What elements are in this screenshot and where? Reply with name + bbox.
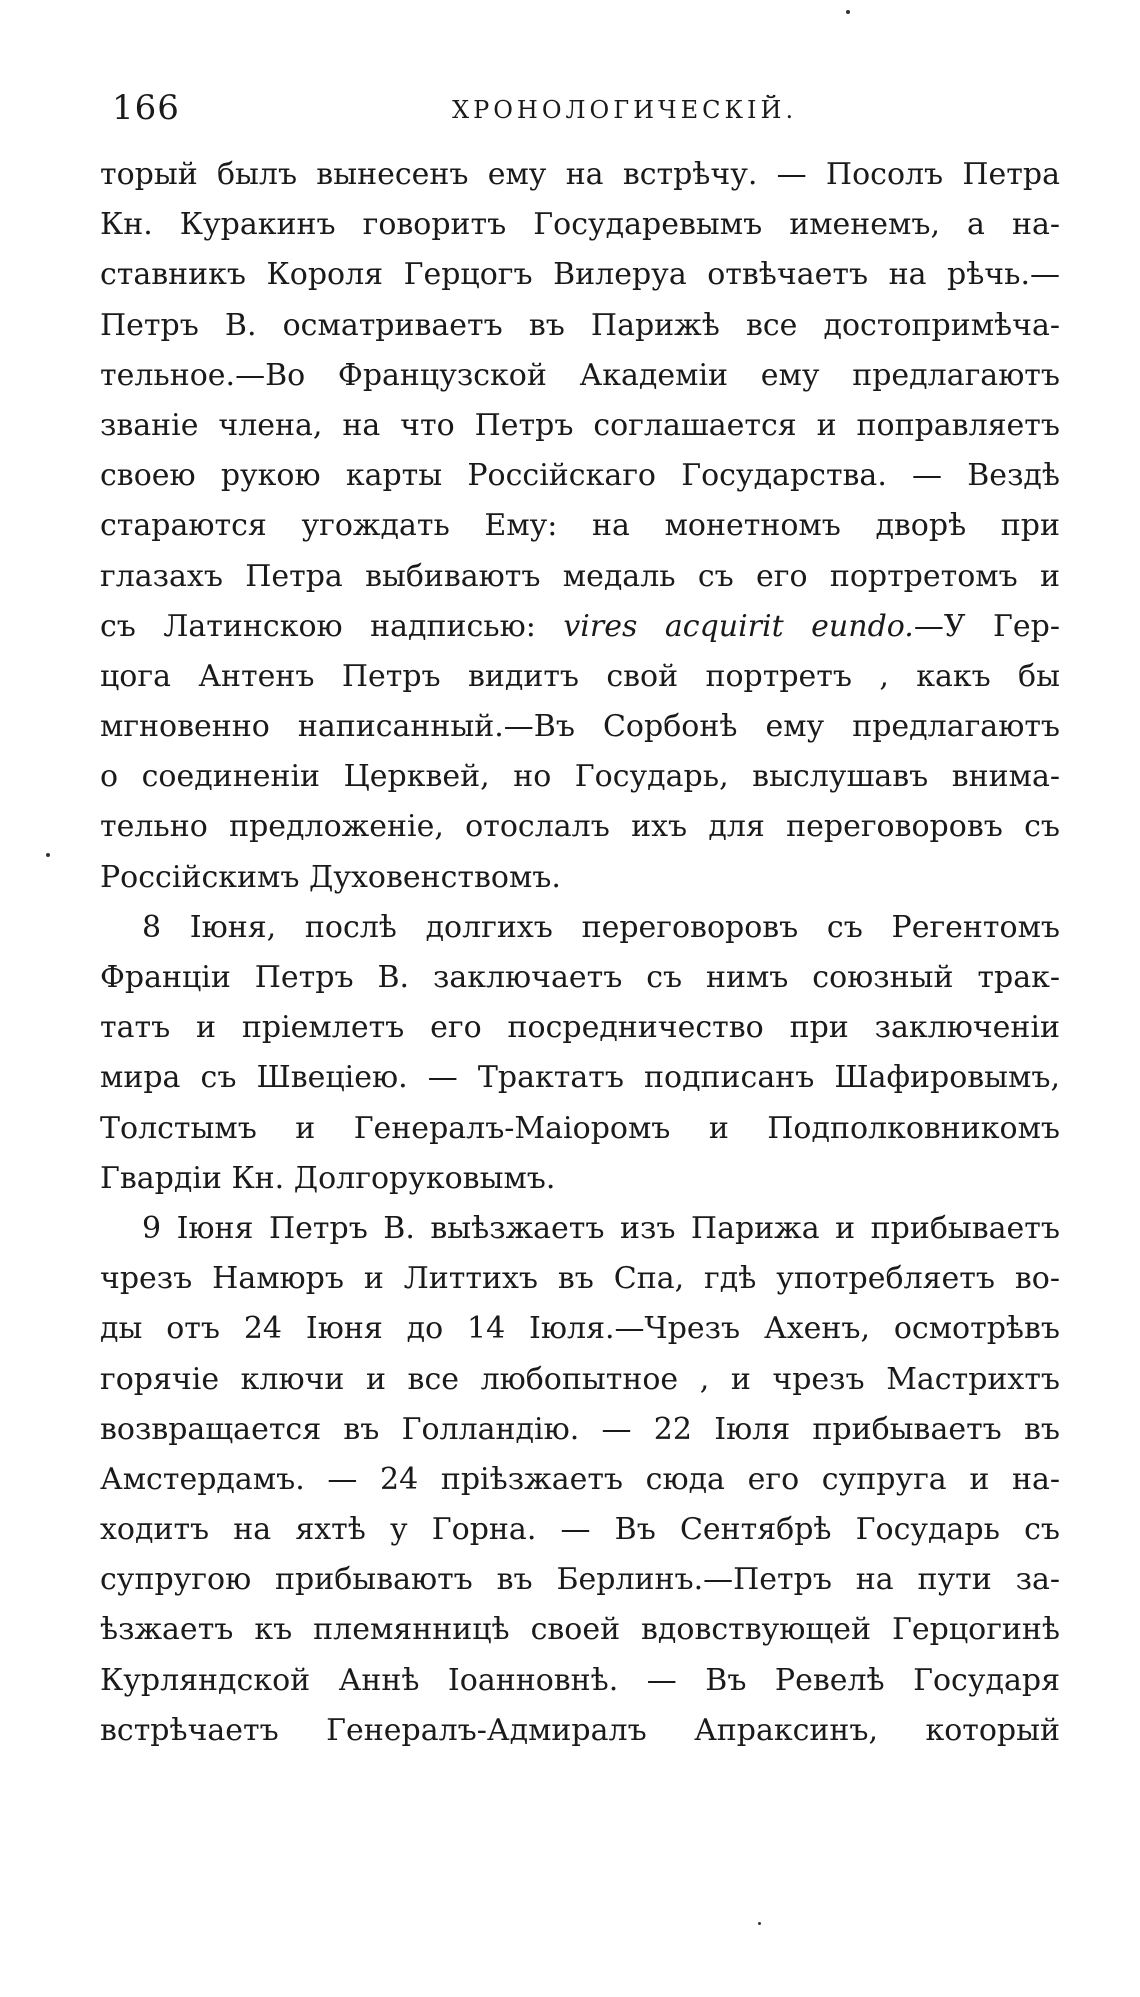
text-line: 8 Іюня, послѣ долгихъ переговоровъ съ Регентомъ xyxy=(142,909,1060,945)
text-line: Кн. Куракинъ говоритъ Государевымъ именемъ, а на- xyxy=(100,207,1060,243)
text-line: о соединеніи Церквей, но Государь, выслушавъ внима- xyxy=(100,759,1060,795)
text-line: мира съ Швеціею. — Трактатъ подписанъ Шафировымъ, xyxy=(100,1060,1060,1096)
text-line: своею рукою карты Россійскаго Государства. — Вездѣ xyxy=(100,458,1060,494)
text-line: Петръ В. осматриваетъ въ Парижѣ все достопримѣча- xyxy=(100,307,1060,343)
text-line: татъ и пріемлетъ его посредничество при заключеніи xyxy=(100,1010,1060,1046)
text-line: ходитъ на яхтѣ у Горна. — Въ Сентябрѣ Государь съ xyxy=(100,1512,1060,1548)
text-line: возвращается въ Голландію. — 22 Іюля прибываетъ въ xyxy=(100,1411,1060,1447)
text-line: встрѣчаетъ Генералъ-Адмиралъ Апраксинъ, который xyxy=(100,1712,1060,1748)
text-line: чрезъ Намюръ и Литтихъ въ Спа, гдѣ употребляетъ во- xyxy=(100,1261,1060,1297)
text-line: торый былъ вынесенъ ему на встрѣчу. — Посолъ Петра xyxy=(100,157,1060,192)
body-text xyxy=(100,150,1060,1756)
text-line: Франціи Петръ В. заключаетъ съ нимъ союзный трак- xyxy=(100,960,1060,995)
text-line: горячіе ключи и все любопытное , и чрезъ Мастрихтъ xyxy=(100,1361,1060,1397)
text-line: тельно предложеніе, отослалъ ихъ для переговоровъ съ xyxy=(100,809,1060,845)
text-line: мгновенно написанный.—Въ Сорбонѣ ему предлагаютъ xyxy=(100,709,1060,745)
text-line: ды отъ 24 Іюня до 14 Іюля.—Чрезъ Ахенъ, осмотрѣвъ xyxy=(100,1311,1060,1347)
running-head: ХРОНОЛОГИЧЕСКІЙ. xyxy=(452,96,798,124)
text-line: званіе члена, на что Петръ соглашается и поправляетъ xyxy=(100,407,1060,443)
text-line: Россійскимъ Духовенствомъ. xyxy=(100,859,561,895)
text-line: Курляндской Аннѣ Іоанновнѣ. — Въ Ревелѣ Государя xyxy=(100,1662,1060,1698)
page-number: 166 xyxy=(112,88,180,128)
text-line: глазахъ Петра выбиваютъ медаль съ его портретомъ и xyxy=(100,558,1060,594)
text-line: ставникъ Короля Герцогъ Вилеруа отвѣчаетъ на рѣчь.— xyxy=(100,257,1060,293)
text-line: Гвардіи Кн. Долгоруковымъ. xyxy=(100,1160,556,1196)
text-line-with-latin-motto xyxy=(100,602,1060,652)
text-fragment: —У Гер- xyxy=(913,608,1060,644)
ink-speck xyxy=(758,1922,761,1925)
ink-speck xyxy=(46,853,50,857)
text-fragment: съ Латинскою надписью: xyxy=(100,608,564,644)
text-line: тельное.—Во Французской Академіи ему предлагаютъ xyxy=(100,357,1060,393)
text-line: ѣзжаетъ къ племянницѣ своей вдовствующей Герцогинѣ xyxy=(100,1612,1060,1648)
text-line: стараются угождать Ему: на монетномъ дворѣ при xyxy=(100,508,1060,544)
text-line: Амстердамъ. — 24 пріѣзжаетъ сюда его супруга и на- xyxy=(100,1461,1060,1497)
text-line: цога Антенъ Петръ видитъ свой портретъ , какъ бы xyxy=(100,658,1060,694)
paragraph xyxy=(100,903,1060,1204)
latin-motto: vires acquirit eundo. xyxy=(563,608,914,644)
text-line: супругою прибываютъ въ Берлинъ.—Петръ на пути за- xyxy=(100,1562,1060,1598)
text-line: Толстымъ и Генералъ-Маіоромъ и Подполковникомъ xyxy=(100,1110,1060,1146)
ink-speck xyxy=(846,10,850,14)
text-line: 9 Іюня Петръ В. выѣзжаетъ изъ Парижа и прибываетъ xyxy=(142,1210,1060,1246)
paragraph xyxy=(100,1204,1060,1756)
paragraph xyxy=(100,150,1060,903)
page-header xyxy=(112,88,1070,138)
